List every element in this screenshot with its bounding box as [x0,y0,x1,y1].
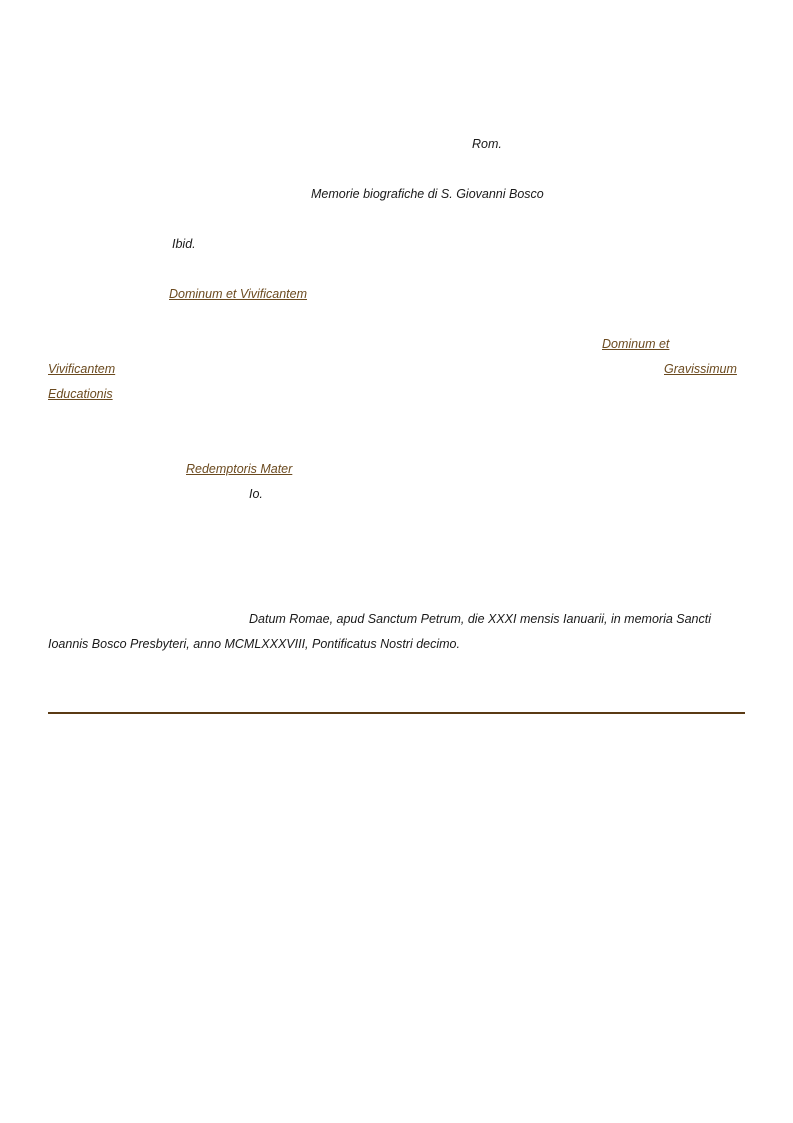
link-gravissimum-educationis-part1[interactable]: Gravissimum [664,362,737,376]
link-gravissimum-educationis-part2[interactable]: Educationis [48,387,113,401]
citation-memorie-biografiche: Memorie biografiche di S. Giovanni Bosco [311,187,544,201]
closing-line-2: Ioannis Bosco Presbyteri, anno MCMLXXXVIII, Pontificatus Nostri decimo. [48,637,460,651]
citation-ibid: Ibid. [172,237,196,251]
closing-line-1: Datum Romae, apud Sanctum Petrum, die XXXI mensis Ianuarii, in memoria Sancti [249,612,712,626]
link-dominum-et-vivificantem[interactable]: Dominum et Vivificantem [169,287,308,301]
citation-rom: Rom. [472,137,502,151]
link-redemptoris-mater[interactable]: Redemptoris Mater [186,462,293,476]
link-dominum-et-vivificantem-part2[interactable]: Vivificantem [48,362,116,376]
link-dominum-et-vivificantem-part1[interactable]: Dominum et [602,337,670,351]
citation-io: Io. [249,487,263,501]
footnote-separator-rule [48,712,745,714]
